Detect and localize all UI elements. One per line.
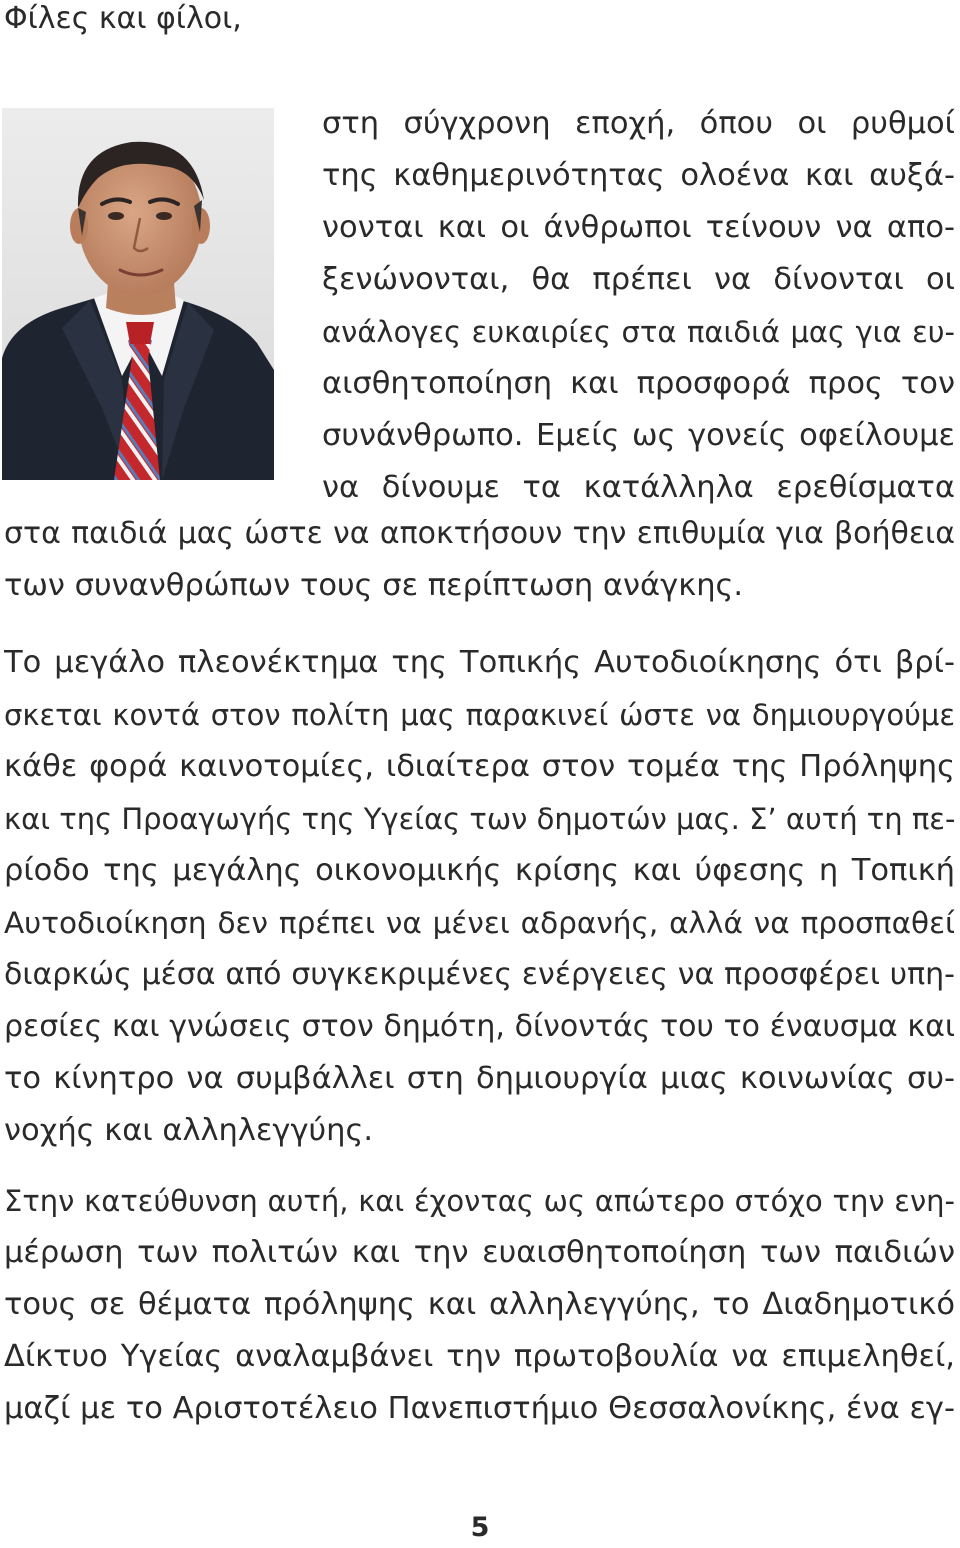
text-line: και της Προαγωγής της Υγείας των δημοτών μας. Σ’ αυτή τη πε-	[4, 802, 955, 836]
text-line: της καθημερινότητας ολοένα και αυξά-	[322, 158, 955, 193]
intro-text-beside-photo	[322, 98, 955, 514]
paragraph-2	[4, 637, 955, 1157]
intro-text-full-width	[4, 508, 955, 612]
text-line: ξενώνονται, θα πρέπει να δίνονται οι	[322, 262, 955, 297]
text-line: αισθητοποίηση και προσφορά προς τον	[322, 366, 955, 401]
text-line: στα παιδιά μας ώστε να αποκτήσουν την επιθυμία για βοήθεια	[4, 516, 955, 551]
text-line: Δίκτυο Υγείας αναλαμβάνει την πρωτοβουλία να επιμεληθεί,	[4, 1339, 955, 1374]
text-line: συνάνθρωπο. Εμείς ως γονείς οφείλουμε	[322, 418, 955, 453]
text-line: μέρωση των πολιτών και την ευαισθητοποίηση των παιδιών	[4, 1235, 955, 1270]
text-line: μαζί με το Αριστοτέλειο Πανεπιστήμιο Θεσσαλονίκης, ένα εγ-	[4, 1391, 955, 1426]
text-line: κάθε φορά καινοτομίες, ιδιαίτερα στον τομέα της Πρόληψης	[4, 749, 955, 784]
text-line: Στην κατεύθυνση αυτή, και έχοντας ως απώτερο στόχο την ενη-	[4, 1184, 955, 1218]
text-line: το κίνητρο να συμβάλλει στη δημιουργία μιας κοινωνίας συ-	[4, 1061, 955, 1096]
greeting: Φίλες και φίλοι,	[4, 1, 242, 36]
text-line: ρεσίες και γνώσεις στον δημότη, δίνοντάς του το έναυσμα και	[4, 1009, 955, 1044]
text-line: σκεται κοντά στον πολίτη μας παρακινεί ώστε να δημιουργούμε	[4, 698, 955, 732]
page-number: 5	[470, 1512, 490, 1543]
text-line: νοχής και αλληλεγγύης.	[4, 1113, 374, 1148]
text-line: ρίοδο της μεγάλης οικονομικής κρίσης και ύφεσης η Τοπική	[4, 853, 955, 888]
portrait-photo	[2, 108, 274, 480]
paragraph-3	[4, 1175, 955, 1435]
text-line: τους σε θέματα πρόληψης και αλληλεγγύης, το Διαδημοτικό	[4, 1287, 955, 1322]
text-line: νονται και οι άνθρωποι τείνουν να απο-	[322, 210, 955, 245]
text-line: των συνανθρώπων τους σε περίπτωση ανάγκης.	[4, 568, 744, 603]
text-line: να δίνουμε τα κατάλληλα ερεθίσματα	[322, 470, 955, 505]
text-line: Αυτοδιοίκηση δεν πρέπει να μένει αδρανής, αλλά να προσπαθεί	[4, 906, 955, 940]
text-line: ανάλογες ευκαιρίες στα παιδιά μας για ευ-	[322, 315, 955, 349]
text-line: Το μεγάλο πλεονέκτημα της Τοπικής Αυτοδιοίκησης ότι βρί-	[4, 645, 955, 680]
text-line: στη σύγχρονη εποχή, όπου οι ρυθμοί	[322, 106, 955, 141]
text-line: διαρκώς μέσα από συγκεκριμένες ενέργειες να προσφέρει υπη-	[4, 957, 955, 992]
